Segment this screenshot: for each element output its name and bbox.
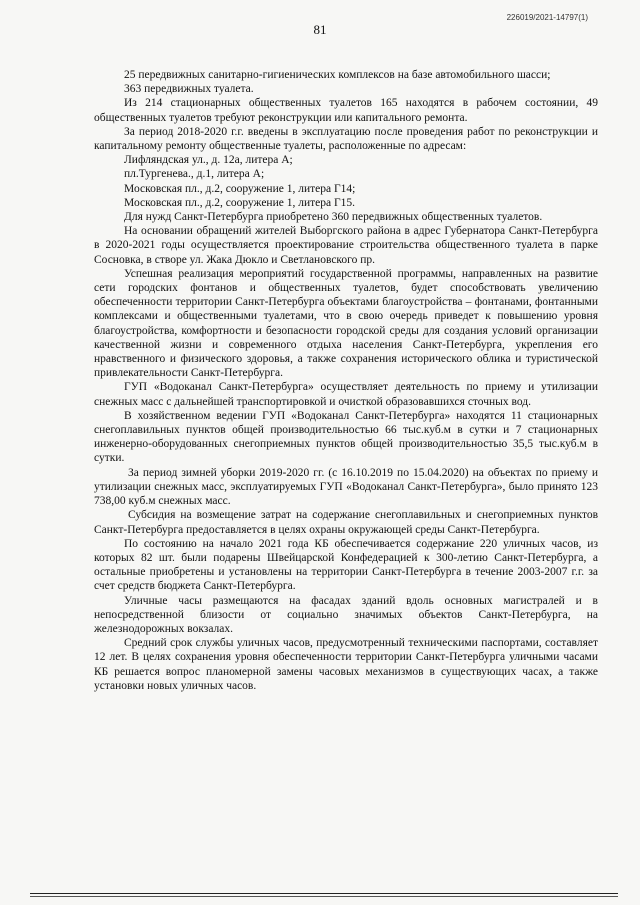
address-line: пл.Тургенева., д.1, литера А; xyxy=(124,168,265,181)
address-line: Московская пл., д.2, сооружение 1, литера Г15. xyxy=(124,196,355,209)
paragraph: По состоянию на начало 2021 года КБ обеспечивается содержание 220 уличных часов, из которых 82 шт. были подарены Швейцарской Конфедерацией к 300-летию Санкт-Петербурга, а остальные приобретены и установлены на территории Санкт-Петербурга в течение 2003-2007 г.г. за счет средств бюджета Санкт-Петербурга. xyxy=(94,537,598,593)
bottom-edge-line xyxy=(30,893,618,894)
address-line: Лифляндская ул., д. 12а, литера А; xyxy=(124,154,293,167)
paragraph: Успешная реализация мероприятий государственной программы, направленных на развитие сети городских фонтанов и общественных туалетов, будет способствовать увеличению обеспеченности территории Санкт-Петербурга объектами благоустройства – фонтанами, фонтанными комплексами и общественными туалетами, что в свою очередь приведет к повышению уровня благоустройства, комфортности и безопасности городской среды для создания условий организации качественной жизни и современного отдыха населения Санкт-Петербурга, укрепления его нравственного и физического здоровья, а также сохранения исторического облика и туристической привлекательности Санкт-Петербурга. xyxy=(94,267,598,380)
page-number: 81 xyxy=(313,22,327,37)
bottom-edge-line-secondary xyxy=(30,896,618,897)
paragraph: ГУП «Водоканал Санкт-Петербурга» осуществляет деятельность по приему и утилизации снежных масс с дальнейшей транспортировкой и очисткой образовавшихся сточных вод. xyxy=(94,381,598,408)
paragraph: В хозяйственном ведении ГУП «Водоканал Санкт-Петербурга» находятся 11 стационарных снегоплавильных пунктов общей производительностью 66 тыс.куб.м в сутки и 7 стационарных инженерно-оборудованных снегоприемных пунктов общей производительностью 35,5 тыс.куб.м в сутки. xyxy=(94,409,598,465)
paragraph: На основании обращений жителей Выборгского района в адрес Губернатора Санкт-Петербурга в 2020-2021 годы осуществляется проектирование строительства общественного туалета в парке Сосновка, в створе ул. Жака Дюкло и Светлановского пр. xyxy=(94,225,598,266)
paragraph: Средний срок службы уличных часов, предусмотренный техническими паспортами, составляет 12 лет. В целях сохранения уровня обеспеченности территории Санкт-Петербурга уличными часами КБ решается вопрос планомерной замены часовых механизмов в существующих часах, а также установки новых уличных часов. xyxy=(94,637,598,692)
paragraph: 363 передвижных туалета. xyxy=(124,83,254,96)
paragraph: Для нужд Санкт-Петербурга приобретено 360 передвижных общественных туалетов. xyxy=(124,211,543,224)
paragraph: 25 передвижных санитарно-гигиенических комплексов на базе автомобильного шасси; xyxy=(124,69,551,81)
paragraph: За период зимней уборки 2019-2020 гг. (с 16.10.2019 по 15.04.2020) на объектах по приему и утилизации снежных масс, эксплуатируемых ГУП «Водоканал Санкт-Петербурга», было принято 123 738,00 куб.м снежных масс. xyxy=(94,466,598,508)
paragraph: Уличные часы размещаются на фасадах зданий вдоль основных магистралей и в непосредственной близости от социально значимых объектов Санкт-Петербурга, на железнодорожных вокзалах. xyxy=(94,594,598,635)
paragraph: Из 214 стационарных общественных туалетов 165 находятся в рабочем состоянии, 49 общественных туалетов требуют реконструкции или капитального ремонта. xyxy=(94,97,598,124)
document-registration-number: 226019/2021-14797(1) xyxy=(506,13,588,22)
paragraph: Субсидия на возмещение затрат на содержание снегоплавильных и снегоприемных пунктов Санкт-Петербурга предоставляется в целях охраны окружающей среды Санкт-Петербурга. xyxy=(94,509,598,536)
paragraph: За период 2018-2020 г.г. введены в эксплуатацию после проведения работ по реконструкции и капитальному ремонту общественные туалеты, расположенные по адресам: xyxy=(94,125,598,153)
document-body xyxy=(94,68,598,693)
address-line: Московская пл., д.2, сооружение 1, литера Г14; xyxy=(124,182,356,195)
